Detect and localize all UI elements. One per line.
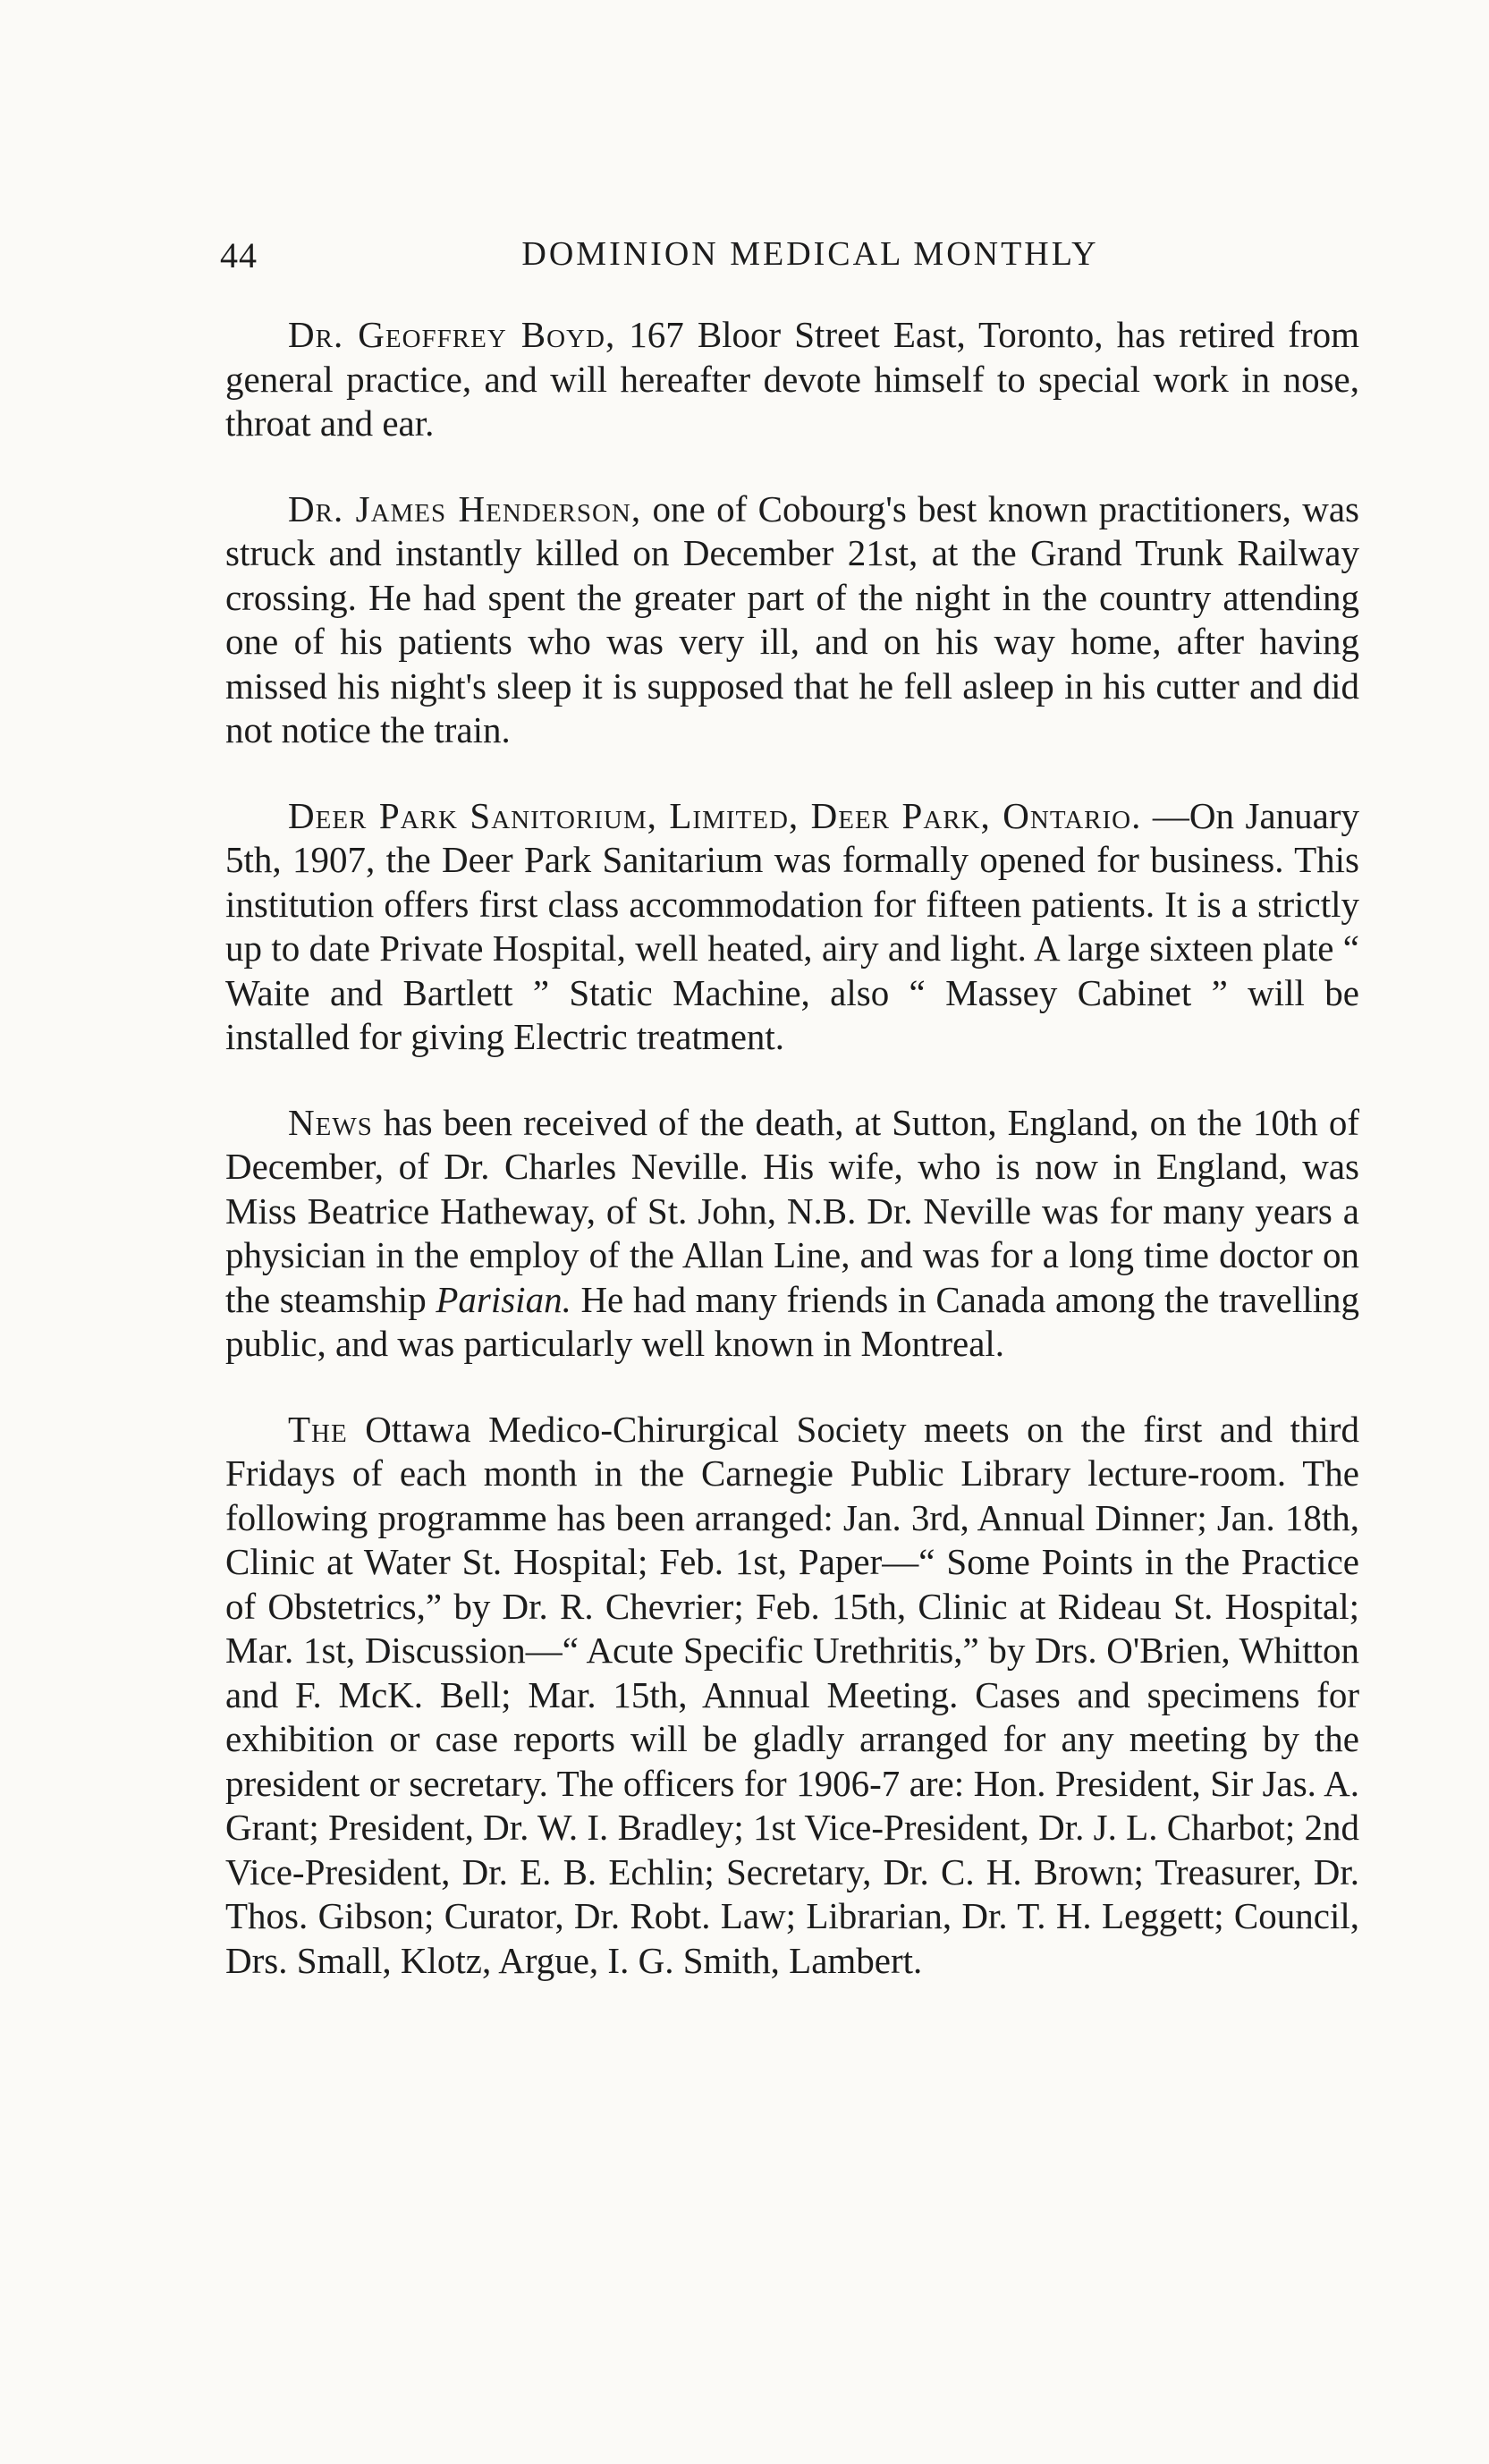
paragraph-lead: Dr. James Henderson, xyxy=(288,487,642,529)
paragraph-deer-park xyxy=(225,794,1359,1060)
paragraph-text: He had many friends in Canada among the travelling public, and was particularly well known in Montreal. xyxy=(225,1278,1359,1364)
paragraph-lead: The xyxy=(288,1408,348,1450)
page-number: 44 xyxy=(220,235,258,275)
ship-name: Parisian. xyxy=(436,1278,571,1320)
paragraph-henderson xyxy=(225,487,1359,753)
paragraph-boyd xyxy=(225,313,1359,446)
paragraph-neville xyxy=(225,1101,1359,1367)
article-body xyxy=(225,313,1359,2024)
paragraph-lead: Dr. Geoffrey Boyd, xyxy=(288,314,616,355)
paragraph-text: has been received of the death, at Sutton, England, on the 10th of December, of Dr. Charles Neville. His wife, who is now in England, was Miss Beatrice Hatheway, of St. John, N.B. Dr. Neville was for many years a physician in the employ of the Allan Line, and was for a long time doctor on the steamship xyxy=(225,1101,1359,1320)
paragraph-text: —On January 5th, 1907, the Deer Park Sanitarium was formally opened for business. This institution offers first class accommodation for fifteen patients. It is a strictly up to date Private Hospital, well heated, airy and light. A large sixteen plate “ Waite and Bartlett ” Static Machine, also “ Massey Cabinet ” will be installed for giving Electric treatment. xyxy=(225,794,1359,1057)
paragraph-ottawa-society xyxy=(225,1408,1359,1984)
paragraph-text: Ottawa Medico-Chirurgical Society meets on the first and third Fridays of each month in the Carnegie Public Library lecture-room. The following programme has been arranged: Jan. 3rd, Annual Dinner; Jan. 18th, Clinic at Water St. Hospital; Feb. 1st, Paper—“ Some Points in the Practice of Obstetrics,” by Dr. R. Chevrier; Feb. 15th, Clinic at Rideau St. Hospital; Mar. 1st, Discussion—“ Acute Specific Urethritis,” by Drs. O'Brien, Whitton and F. McK. Bell; Mar. 15th, Annual Meeting. Cases and specimens for exhibition or case reports will be gladly arranged for any meeting by the president or secretary. The officers for 1906-7 are: Hon. President, Sir Jas. A. Grant; President, Dr. W. I. Bradley; 1st Vice-President, Dr. J. L. Charbot; 2nd Vice-President, Dr. E. B. Echlin; Secretary, Dr. C. H. Brown; Treasurer, Dr. Thos. Gibson; Curator, Dr. Robt. Law; Librarian, Dr. T. H. Leggett; Council, Drs. Small, Klotz, Argue, I. G. Smith, Lambert. xyxy=(225,1408,1359,1981)
paragraph-text: one of Cobourg's best known practitioners, was struck and instantly killed on December 21st, at the Grand Trunk Railway crossing. He had spent the greater part of the night in the country attending one of his patients who was very ill, and on his way home, after having missed his night's sleep it is supposed that he fell asleep in his cutter and did not notice the train. xyxy=(225,487,1360,750)
running-title: DOMINION MEDICAL MONTHLY xyxy=(521,235,1099,273)
paragraph-lead: News xyxy=(288,1101,373,1143)
page-header xyxy=(220,234,1356,288)
paragraph-lead: Deer Park Sanitorium, Limited, Deer Park, Ontario. xyxy=(288,794,1142,836)
paragraph-text: 167 Bloor Street East, Toronto, has retired from general practice, and will hereafter devote himself to special work in nose, throat and ear. xyxy=(225,314,1359,444)
